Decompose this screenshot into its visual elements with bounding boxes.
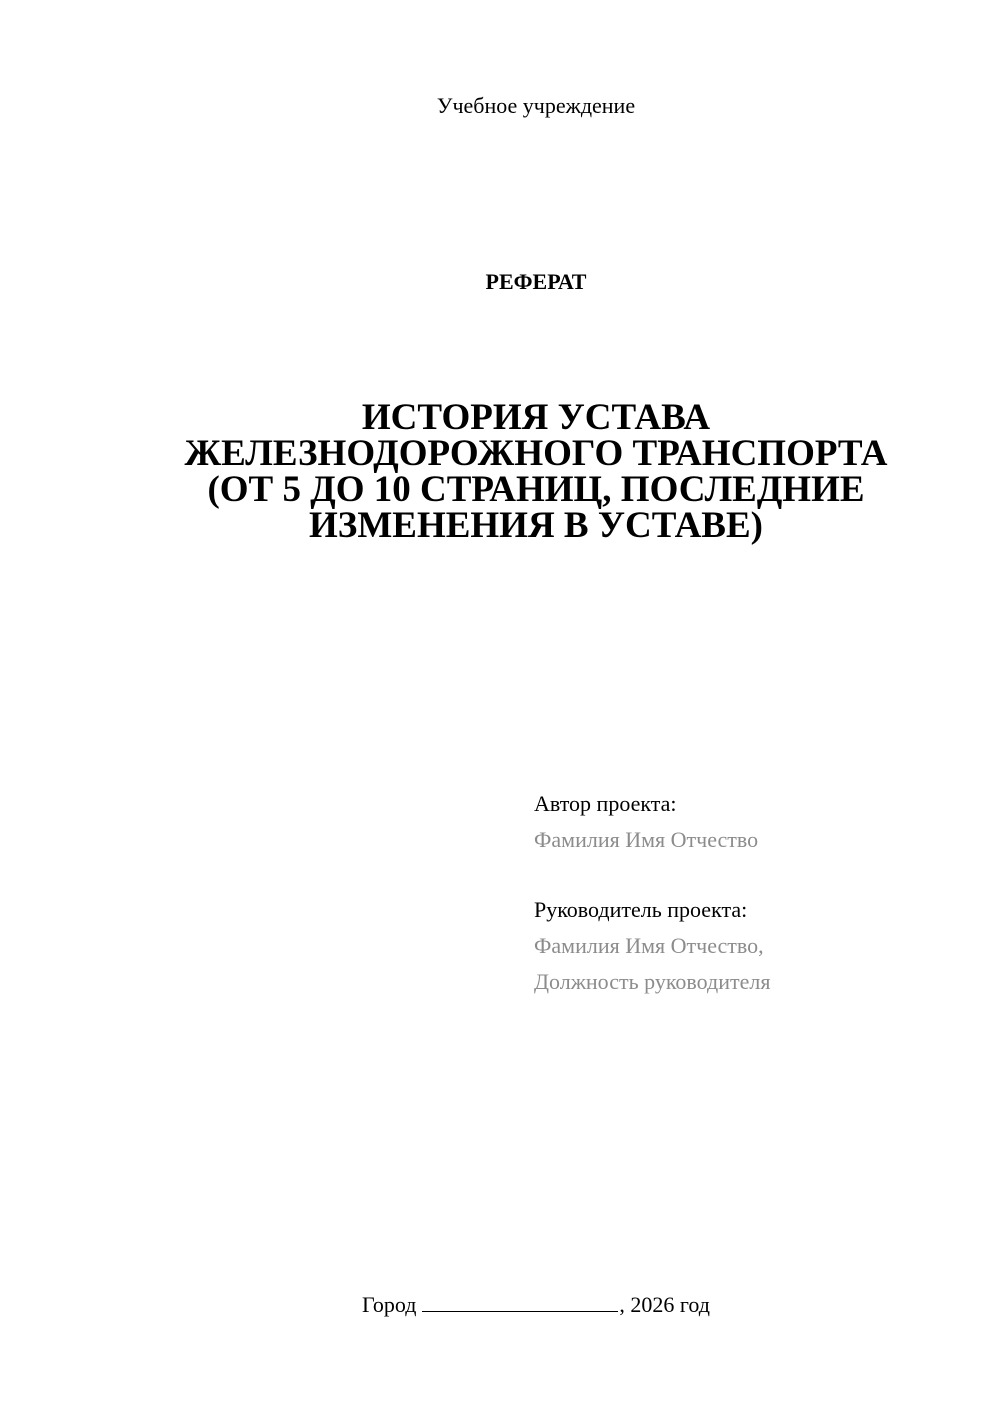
supervisor-position-placeholder: Должность руководителя: [534, 969, 771, 994]
supervisor-block: [534, 892, 954, 1000]
document-title: [100, 397, 972, 546]
document-type: РЕФЕРАТ: [485, 269, 587, 294]
author-name-placeholder: Фамилия Имя Отчество: [534, 827, 759, 852]
city-year-line: [0, 1290, 1000, 1320]
title-line: ЖЕЛЕЗНОДОРОЖНОГО ТРАНСПОРТА: [184, 433, 888, 474]
author-block: [534, 786, 954, 858]
supervisor-label: Руководитель проекта:: [534, 897, 748, 922]
author-label: Автор проекта:: [534, 791, 677, 816]
title-line: ИСТОРИЯ УСТАВА: [361, 397, 711, 438]
city-label: Город: [362, 1292, 417, 1317]
city-blank-line: [422, 1293, 618, 1312]
title-line: (ОТ 5 ДО 10 СТРАНИЦ, ПОСЛЕДНИЕ: [207, 469, 865, 510]
year-text: , 2026 год: [619, 1292, 710, 1317]
supervisor-name-placeholder: Фамилия Имя Отчество,: [534, 933, 764, 958]
title-line: ИЗМЕНЕНИЯ В УСТАВЕ): [309, 505, 763, 546]
institution-name: Учебное учреждение: [436, 93, 636, 118]
